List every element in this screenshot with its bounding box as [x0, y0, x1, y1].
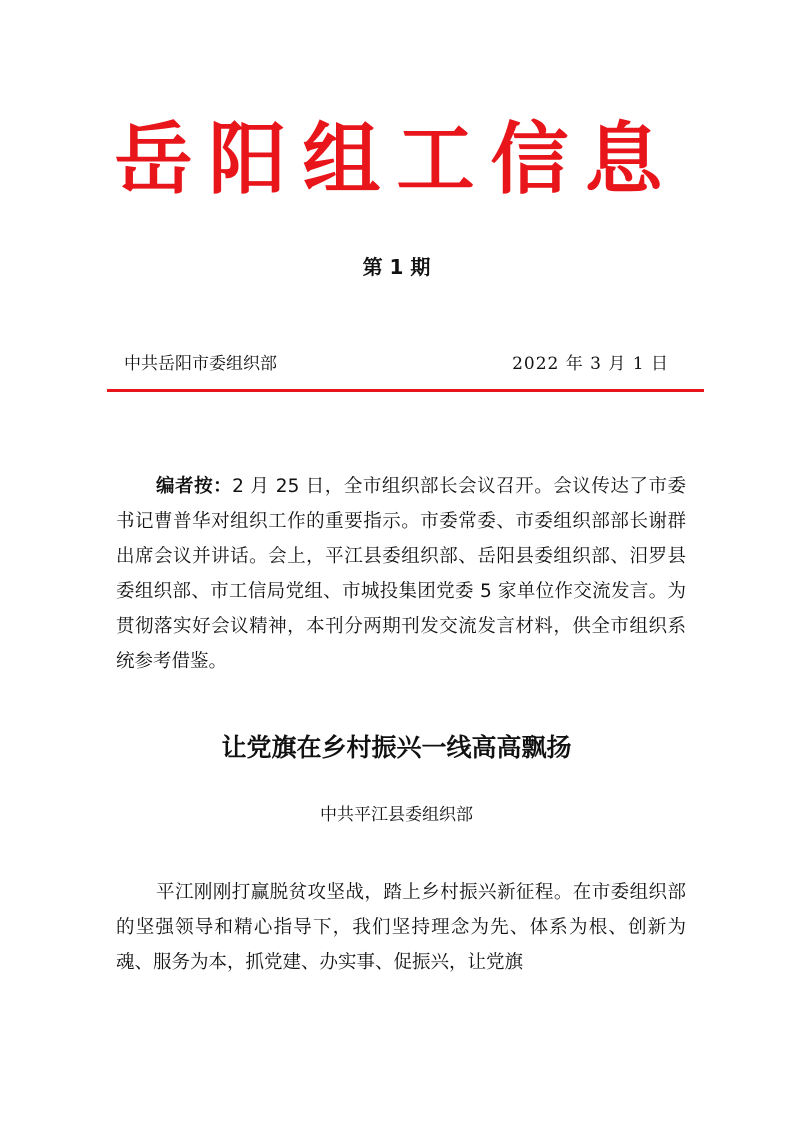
issue-number: 第 1 期 — [362, 255, 431, 279]
masthead-title: 岳阳组工信息 — [114, 114, 679, 205]
editor-note-text: 2 月 25 日，全市组织部长会议召开。会议传达了市委书记曹普华对组织工作的重要指示。市委常委、市委组织部部长谢群出席会议并讲话。会上，平江县委组织部、岳阳县委组织部、汨罗县委组织部、市工信局党组、市城投集团党委 5 家单位作交流发言。为贯彻落实好会议精神，本刊分两期刊发交流发言材料，供全市组织系统参考借鉴。 — [116, 476, 686, 672]
article-title: 让党旗在乡村振兴一线高高飘扬 — [221, 733, 572, 762]
editor-note — [116, 469, 686, 679]
article-author: 中共平江县委组织部 — [320, 805, 473, 825]
publish-date: 2022 年 3 月 1 日 — [512, 354, 669, 374]
article-body: 平江刚刚打赢脱贫攻坚战，踏上乡村振兴新征程。在市委组织部的坚强领导和精心指导下，我们坚持理念为先、体系为根、创新为魂、服务为本，抓党建、办实事、促振兴，让党旗 — [116, 882, 686, 973]
publisher-row — [124, 350, 669, 378]
editor-note-label: 编者按： — [156, 476, 233, 497]
red-divider — [107, 389, 704, 392]
publisher-name: 中共岳阳市委组织部 — [124, 354, 277, 374]
